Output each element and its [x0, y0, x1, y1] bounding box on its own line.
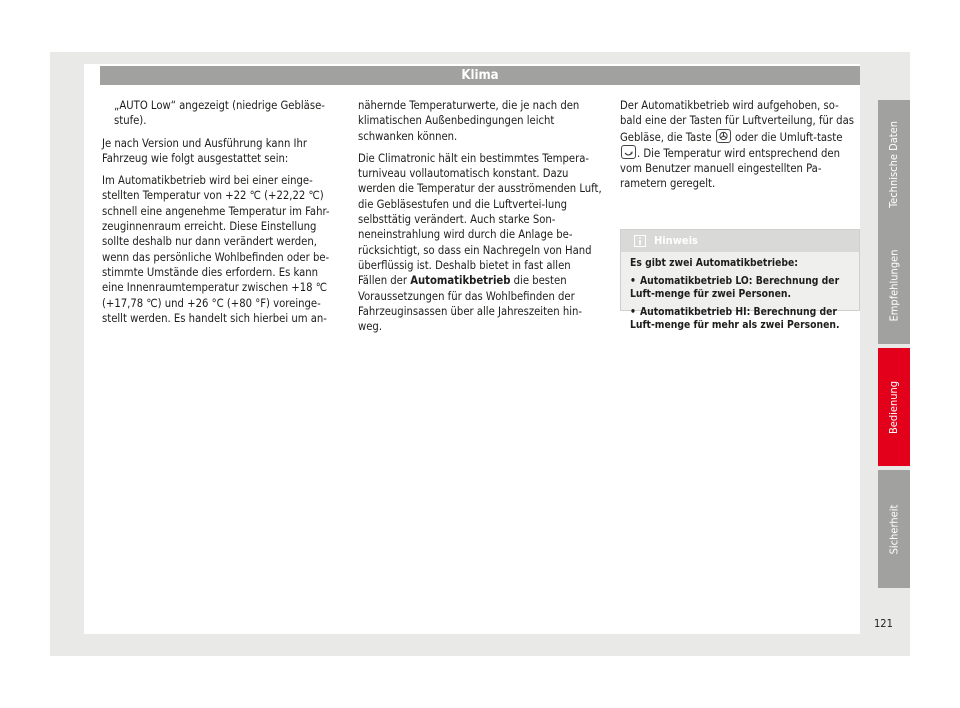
fan-key-icon: [716, 129, 731, 143]
text-run: Der Automatikbetrieb wird aufgehoben, so-bald eine der Tasten für Luftverteilung, für das Gebläse, die Taste: [620, 99, 854, 144]
page-number: 121: [874, 617, 893, 630]
note-item-text: Automatikbetrieb LO: Berechnung der Luft-menge für zwei Personen.: [630, 274, 840, 300]
note-intro: Es gibt zwei Automatikbetriebe:: [630, 257, 799, 269]
paragraph: [620, 98, 860, 192]
tab-technische-daten[interactable]: [878, 100, 910, 228]
recirculation-key-icon: [621, 145, 636, 159]
text-run: oder die Umluft-taste: [735, 130, 843, 144]
tab-empfehlungen[interactable]: [878, 226, 910, 344]
section-title: Klima: [461, 68, 499, 83]
section-header: [100, 66, 860, 85]
text-column-2: [358, 98, 602, 341]
tab-sicherheit[interactable]: [878, 470, 910, 588]
paragraph: Im Automatikbetrieb wird bei einer einge-stellten Temperatur von +22 ℃ (+22,22 ℃) schnell eine angenehme Temperatur im Fahr-zeuginnenraum erreicht. Diese Einstellung sollte deshalb nur dann verändert werden, wenn das persönliche Wohlbefinden oder be-stimmte Umstände dies erfordern. Es kann eine Innenraumtemperatur zwischen +18 ℃ (+17,78 ℃) und +26 °C (+80 °F) voreinge-stellt werden. Es handelt sich hierbei um an-: [102, 174, 330, 325]
tab-label: Empfehlungen: [887, 249, 901, 321]
note-list-item: [630, 275, 851, 302]
text-run: . Die Temperatur wird entsprechend den vom Benutzer manuell eingestellten Pa-rametern geregelt.: [620, 146, 840, 191]
tab-bedienung[interactable]: [878, 348, 910, 466]
bold-term: Automatikbetrieb: [410, 274, 511, 288]
text-run: die besten Voraussetzungen für das Wohlbefinden der Fahrzeuginsassen über alle Jahreszeiten hin-weg.: [358, 274, 583, 334]
text-run: Die Climatronic hält ein bestimmtes Tempera-turniveau vollautomatisch konstant. Dazu werden die Temperatur der ausströmenden Luft, die Gebläsestufen und die Luftvertei-lung selbsttätig verändert. Auch starke Son-neneinstrahlung wird durch die Anlage be-rücksichtigt, so dass ein Nachregeln von Hand überflüssig ist. Deshalb bietet in fast allen Fällen der: [358, 151, 602, 288]
note-body: [621, 252, 859, 333]
note-list-item: [630, 306, 851, 333]
paragraph: „AUTO Low“ angezeigt (niedrige Gebläse-stufe).: [114, 99, 325, 128]
paragraph: nähernde Temperaturwerte, die je nach den klimatischen Außenbedingungen leicht schwanken können.: [358, 99, 580, 143]
tab-label: Technische Daten: [887, 120, 901, 208]
note-title: Hinweis: [654, 234, 698, 247]
info-icon: [634, 235, 646, 247]
paragraph: Je nach Version und Ausführung kann Ihr Fahrzeug wie folgt ausgestattet sein:: [102, 136, 308, 165]
note-item-text: Automatikbetrieb HI: Berechnung der Luft-menge für mehr als zwei Personen.: [630, 305, 840, 331]
bullet-icon: •: [630, 305, 636, 318]
tab-label: Bedienung: [887, 380, 901, 434]
hinweis-note-box: [620, 229, 860, 331]
text-column-1: [102, 98, 342, 333]
paragraph: [358, 151, 602, 335]
bullet-icon: •: [630, 274, 636, 287]
tab-label: Sicherheit: [887, 504, 901, 554]
text-column-3: [620, 98, 860, 199]
note-header: [621, 230, 859, 252]
